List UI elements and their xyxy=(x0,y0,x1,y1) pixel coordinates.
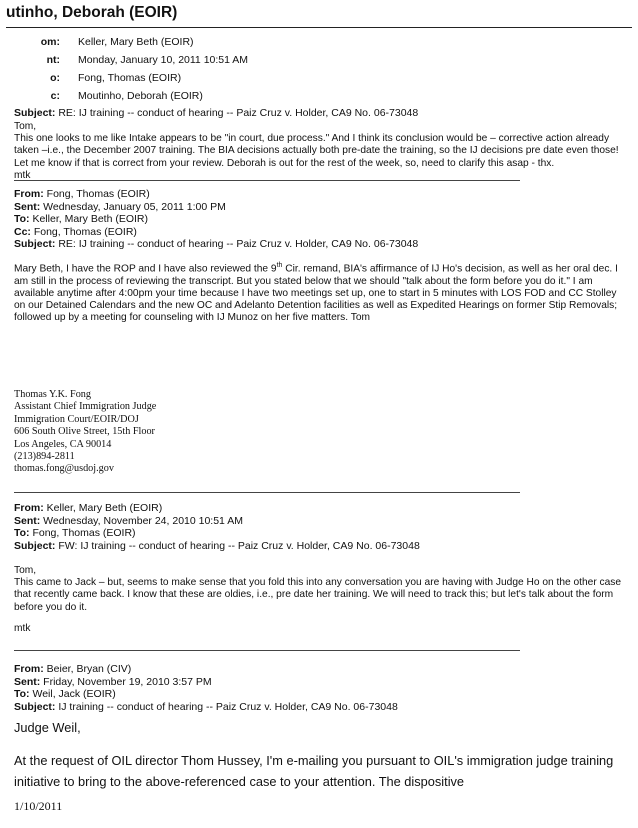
email-3-subject: FW: IJ training -- conduct of hearing -- Paiz Cruz v. Holder, CA9 No. 06-73048 xyxy=(58,539,420,552)
header-to-value: Fong, Thomas (EOIR) xyxy=(78,72,182,84)
email-3-sent-label: Sent: xyxy=(14,514,41,527)
header-subject-value: RE: IJ training -- conduct of hearing -- Paiz Cruz v. Holder, CA9 No. 06-73048 xyxy=(58,107,419,119)
email-3-header xyxy=(14,502,420,552)
email-2-sent: Wednesday, January 05, 2011 1:00 PM xyxy=(43,200,226,213)
footer-date: 1/10/2011 xyxy=(14,799,63,813)
header-sent-row xyxy=(0,54,600,67)
email-2-subject: RE: IJ training -- conduct of hearing -- Paiz Cruz v. Holder, CA9 No. 06-73048 xyxy=(58,238,419,250)
email-4-to: Weil, Jack (EOIR) xyxy=(32,688,116,700)
email-2-from: Fong, Thomas (EOIR) xyxy=(46,188,150,200)
header-subject xyxy=(14,107,418,119)
email-4-from: Beier, Bryan (CIV) xyxy=(46,663,132,675)
email-2-to-label: To: xyxy=(14,213,30,225)
email-3-from: Keller, Mary Beth (EOIR) xyxy=(46,502,163,514)
signature-email: thomas.fong@usdoj.gov xyxy=(14,463,114,475)
email-4-to-label: To: xyxy=(14,688,30,700)
email-4-sent-label: Sent: xyxy=(14,675,41,688)
email-3-text: This came to Jack – but, seems to make sense that you fold this into any conversation you are having with Judge Ho on the other case that recently came back. I know that these are oldies, i.e., pre date her training. We will need to track this; but let's talk about the form before you do it. xyxy=(14,577,622,613)
email-3-sign: mtk xyxy=(14,622,31,634)
email-2-text xyxy=(14,260,622,324)
signature-title: Assistant Chief Immigration Judge xyxy=(14,401,157,413)
email-2-to: Keller, Mary Beth (EOIR) xyxy=(32,213,148,225)
email-2-signature xyxy=(14,389,156,476)
email-4-text: At the request of OIL director Thom Hussey, I'm e-mailing you pursuant to OIL's immigration judge training initiative to bring to the above-referenced case to your attention. The dispositive xyxy=(14,753,614,789)
email-4-header xyxy=(14,663,398,713)
header-cc-row xyxy=(0,90,600,103)
email-3-greeting: Tom, xyxy=(14,565,37,576)
header-from-row xyxy=(0,36,600,49)
email-2-sent-label: Sent: xyxy=(14,200,41,213)
message-1-greeting: Tom, xyxy=(14,121,37,132)
header-to-row xyxy=(0,72,600,85)
message-1-sign: mtk xyxy=(14,169,31,181)
header-cc-value: Moutinho, Deborah (EOIR) xyxy=(78,90,203,102)
header-sent-value: Monday, January 10, 2011 10:51 AM xyxy=(78,54,249,66)
signature-city: Los Angeles, CA 90014 xyxy=(14,438,112,450)
email-4-greeting: Judge Weil, xyxy=(14,720,81,735)
header-to-label: o: xyxy=(50,72,60,84)
signature-phone: (213)894-2811 xyxy=(14,451,75,463)
email-4-from-label: From: xyxy=(14,663,44,675)
email-separator xyxy=(14,492,520,493)
email-3-body xyxy=(14,565,622,635)
email-4-body xyxy=(14,717,626,792)
email-3-to: Fong, Thomas (EOIR) xyxy=(32,527,136,539)
email-2-cc: Fong, Thomas (EOIR) xyxy=(33,225,137,238)
email-2-body xyxy=(14,260,622,324)
email-4-subject: IJ training -- conduct of hearing -- Paiz Cruz v. Holder, CA9 No. 06-73048 xyxy=(58,700,398,713)
signature-street: 606 South Olive Street, 15th Floor xyxy=(14,426,155,438)
email-2-from-label: From: xyxy=(14,188,44,200)
header-from-value: Keller, Mary Beth (EOIR) xyxy=(78,36,194,48)
email-2-cc-label: Cc: xyxy=(14,225,31,238)
title-divider xyxy=(6,27,632,28)
email-2-text-part1: Mary Beth, I have the ROP and I have also reviewed the 9 xyxy=(14,263,277,275)
email-separator xyxy=(14,650,520,651)
email-3-subject-label: Subject: xyxy=(14,539,56,552)
signature-name: Thomas Y.K. Fong xyxy=(14,389,91,400)
email-4-subject-label: Subject: xyxy=(14,700,56,713)
email-2-subject-label: Subject: xyxy=(14,238,56,250)
email-2-text-superscript: th xyxy=(276,262,283,269)
header-sent-label: nt: xyxy=(46,54,60,66)
message-1-text: This one looks to me like Intake appears to be "in court, due process." And I think its conclusion would be – corrective action already taken –i.e., the December 2007 training. The BIA decisions actually both pre-date the training, so the IJ decisions pre date even those! Let me know if that is correct from your review. Deborah is out for the rest of the week, so, need to clarify this asap - thx. xyxy=(14,133,619,169)
document-title: utinho, Deborah (EOIR) xyxy=(6,4,178,21)
email-2-text-part2: Cir. remand, BIA's affirmance of IJ Ho's decision, as well as her oral dec. I am still in the process of reviewing the transcript. But you stated below that we should "talk about the form before you do it." I am available anytime after 4:00pm your time because I have two meetings set up, one to start in 5 minutes with LOS FOD and CC Stolley on our Detained Calendars and the new OC and Adelanto Detention facilities as well as Expedited Hearings on former Stip Removals; followed up by a meeting for counseling with IJ Munoz on her five matters. Tom xyxy=(14,263,618,324)
email-4-sent: Friday, November 19, 2010 3:57 PM xyxy=(43,675,212,688)
email-3-to-label: To: xyxy=(14,527,30,539)
email-3-from-label: From: xyxy=(14,502,44,514)
email-separator xyxy=(14,180,520,181)
message-1-body xyxy=(14,121,622,182)
header-from-label: om: xyxy=(40,36,60,48)
header-subject-label: Subject: xyxy=(14,107,56,119)
signature-org: Immigration Court/EOIR/DOJ xyxy=(14,413,139,425)
email-2-header xyxy=(14,188,418,251)
email-3-sent: Wednesday, November 24, 2010 10:51 AM xyxy=(43,514,243,527)
header-cc-label: c: xyxy=(50,90,60,102)
